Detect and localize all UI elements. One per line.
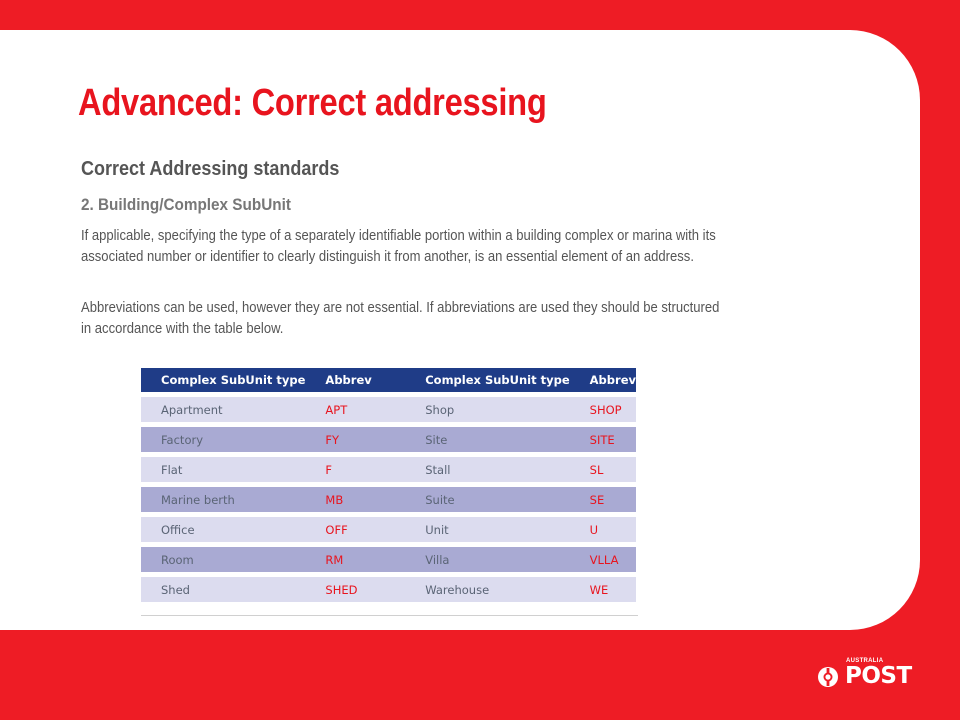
slide-title: Advanced: Correct addressing <box>78 82 547 124</box>
table-cell: Flat <box>141 457 305 482</box>
table-cell: Suite <box>405 487 569 512</box>
table-cell: OFF <box>305 517 405 542</box>
column-header: Abbrev <box>570 368 636 392</box>
table-cell: SITE <box>570 427 636 452</box>
column-header: Complex SubUnit type <box>141 368 305 392</box>
table-cell: Office <box>141 517 305 542</box>
table-cell: Site <box>405 427 569 452</box>
table-cell: Marine berth <box>141 487 305 512</box>
table-cell: Shed <box>141 577 305 602</box>
column-header: Abbrev <box>305 368 405 392</box>
table-cell: SHOP <box>570 397 636 422</box>
table-row <box>141 577 636 602</box>
table-cell: SE <box>570 487 636 512</box>
logo-brand-text: POST <box>845 663 912 689</box>
logo-country-text: AUSTRALIA <box>846 658 884 664</box>
table-cell: FY <box>305 427 405 452</box>
post-logo-icon <box>817 666 839 688</box>
table-cell: Villa <box>405 547 569 572</box>
abbreviations-table <box>141 363 636 607</box>
table-cell: APT <box>305 397 405 422</box>
table-cell: Shop <box>405 397 569 422</box>
table-cell: SHED <box>305 577 405 602</box>
table-cell: U <box>570 517 636 542</box>
section-heading: Correct Addressing standards <box>81 158 340 180</box>
table-row <box>141 517 636 542</box>
table-cell: SL <box>570 457 636 482</box>
table-cell: VLLA <box>570 547 636 572</box>
table-header-row <box>141 368 636 392</box>
table-row <box>141 397 636 422</box>
paragraph-definition: If applicable, specifying the type of a separately identifiable portion within a building complex or marina with its associated number or identifier to clearly distinguish it from another, is an essential element of an address. <box>81 228 716 265</box>
table-cell: WE <box>570 577 636 602</box>
column-header: Complex SubUnit type <box>405 368 569 392</box>
table-row <box>141 547 636 572</box>
table-cell: Factory <box>141 427 305 452</box>
table-cell: F <box>305 457 405 482</box>
paragraph-abbreviations: Abbreviations can be used, however they are not essential. If abbreviations are used they should be structured in accordance with the table below. <box>81 300 720 337</box>
table-row <box>141 457 636 482</box>
table-bottom-divider <box>141 615 638 616</box>
table-row <box>141 487 636 512</box>
table-cell: RM <box>305 547 405 572</box>
table-cell: Unit <box>405 517 569 542</box>
table-cell: MB <box>305 487 405 512</box>
table-cell: Stall <box>405 457 569 482</box>
sub-heading: 2. Building/Complex SubUnit <box>81 195 291 214</box>
table-cell: Warehouse <box>405 577 569 602</box>
table-row <box>141 427 636 452</box>
table-cell: Room <box>141 547 305 572</box>
table-cell: Apartment <box>141 397 305 422</box>
australia-post-logo <box>817 658 917 692</box>
